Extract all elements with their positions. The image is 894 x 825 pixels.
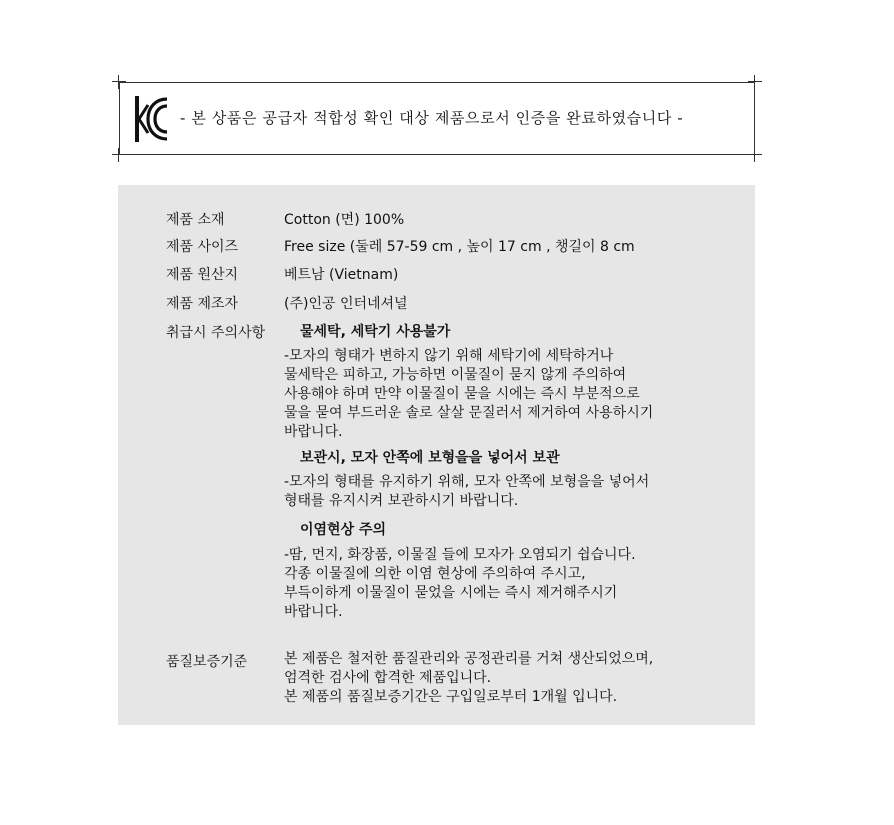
- care-line: 형태를 유지시켜 보관하시기 바랍니다.: [284, 493, 519, 509]
- quality-line: 엄격한 검사에 합격한 제품입니다.: [284, 670, 492, 686]
- quality-text: [284, 650, 653, 707]
- care-label: [166, 322, 284, 342]
- spec-value: (주)인공 인터네셔널: [284, 296, 408, 312]
- spec-value: Cotton (면) 100%: [284, 212, 405, 228]
- care-text-storage: [284, 473, 649, 511]
- care-line: 바랍니다.: [284, 424, 343, 440]
- care-line: 물세탁은 피하고, 가능하면 이물질이 묻지 않게 주의하여: [284, 367, 627, 383]
- care-label-text: 취급시 주의사항: [166, 325, 266, 341]
- spec-row-manufacturer: [166, 293, 408, 313]
- spec-label: 제품 원산지: [166, 267, 239, 283]
- care-line: -모자의 형태를 유지하기 위해, 모자 안쪽에 보형을을 넣어서: [284, 474, 650, 490]
- quality-label: [166, 651, 284, 671]
- care-heading-storage: 보관시, 모자 안쪽에 보형을을 넣어서 보관: [300, 450, 560, 466]
- care-line: 물을 묻여 부드러운 솔로 살살 문질러서 제거하여 사용하시기: [284, 405, 654, 421]
- care-text-washing: [284, 347, 653, 442]
- spec-row-size: [166, 236, 635, 256]
- quality-label-text: 품질보증기준: [166, 654, 248, 670]
- quality-line: 본 제품은 철저한 품질관리와 공정관리를 거쳐 생산되었으며,: [284, 651, 654, 667]
- product-info-panel: [118, 185, 755, 725]
- spec-row-material: [166, 209, 404, 229]
- care-line: 사용해야 하며 만약 이물질이 묻을 시에는 즉시 부분적으로: [284, 386, 640, 402]
- care-line: -땀, 먼지, 화장품, 이물질 들에 모자가 오염되기 쉽습니다.: [284, 547, 636, 563]
- care-line: 부득이하게 이물질이 묻었을 시에는 즉시 제거해주시기: [284, 585, 618, 601]
- spec-label: 제품 소재: [166, 212, 225, 228]
- care-line: -모자의 형태가 변하지 않기 위해 세탁기에 세탁하거나: [284, 348, 614, 364]
- care-heading-washing: 물세탁, 세탁기 사용불가: [300, 324, 451, 340]
- spec-row-origin: [166, 264, 398, 284]
- spec-label: 제품 제조자: [166, 296, 239, 312]
- care-text-stain: [284, 546, 636, 622]
- spec-label: 제품 사이즈: [166, 239, 239, 255]
- spec-value: Free size (둘레 57-59 cm , 높이 17 cm , 챙길이 8 cm: [284, 239, 635, 255]
- certification-notice: - 본 상품은 공급자 적합성 확인 대상 제품으로서 인증을 완료하였습니다 -: [180, 109, 684, 127]
- care-line: 각종 이물질에 의한 이염 현상에 주의하여 주시고,: [284, 566, 586, 582]
- care-line: 바랍니다.: [284, 604, 343, 620]
- spec-value: 베트남 (Vietnam): [284, 267, 399, 283]
- quality-line: 본 제품의 품질보증기간은 구입일로부터 1개월 입니다.: [284, 689, 618, 705]
- kc-certification-box: [119, 82, 755, 155]
- care-heading-stain: 이염현상 주의: [300, 522, 387, 538]
- kc-mark-icon: [134, 93, 168, 145]
